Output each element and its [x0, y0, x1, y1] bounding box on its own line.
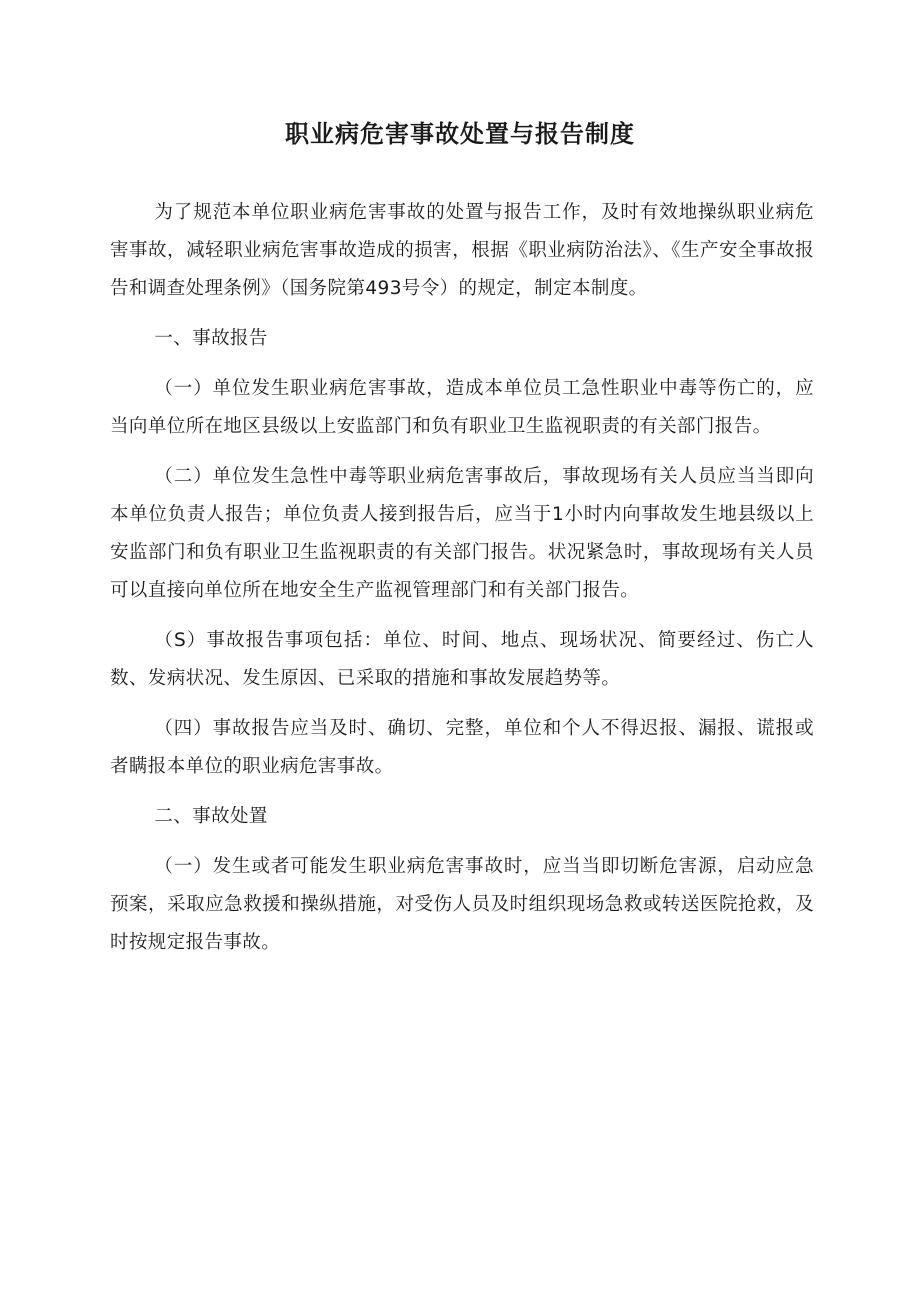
section-heading-report: 一、事故报告	[154, 328, 268, 349]
section-heading-handling: 二、事故处置	[154, 806, 268, 827]
handling-item-1: （一）发生或者可能发生职业病危害事故时，应当当即切断危害源，启动应急预案，采取应急救援和操纵措施，对受伤人员及时组织现场急救或转送医院抢救，及时按规定报告事故。	[110, 856, 814, 953]
report-item-3: （S）事故报告事项包括：单位、时间、地点、现场状况、简要经过、伤亡人数、发病状况、发生原因、已采取的措施和事故发展趋势等。	[110, 630, 814, 689]
document-body	[110, 194, 814, 974]
report-item-2: （二）单位发生急性中毒等职业病危害事故后，事故现场有关人员应当当即向本单位负责人报告；单位负责人接到报告后，应当于1小时内向事故发生地县级以上安监部门和负有职业卫生监视职责的有关部门报告。状况紧急时，事故现场有关人员可以直接向单位所在地安全生产监视管理部门和有关部门报告。	[110, 466, 814, 601]
intro-paragraph: 为了规范本单位职业病危害事故的处置与报告工作，及时有效地操纵职业病危害事故，减轻职业病危害事故造成的损害，根据《职业病防治法》、《生产安全事故报告和调查处理条例》（国务院第493号令）的规定，制定本制度。	[110, 202, 814, 299]
document-title: 职业病危害事故处置与报告制度	[285, 120, 635, 148]
report-item-1: （一）单位发生职业病危害事故，造成本单位员工急性职业中毒等伤亡的，应当向单位所在地区县级以上安监部门和负有职业卫生监视职责的有关部门报告。	[110, 378, 814, 437]
report-item-4: （四）事故报告应当及时、确切、完整，单位和个人不得迟报、漏报、谎报或者瞒报本单位的职业病危害事故。	[110, 718, 814, 777]
